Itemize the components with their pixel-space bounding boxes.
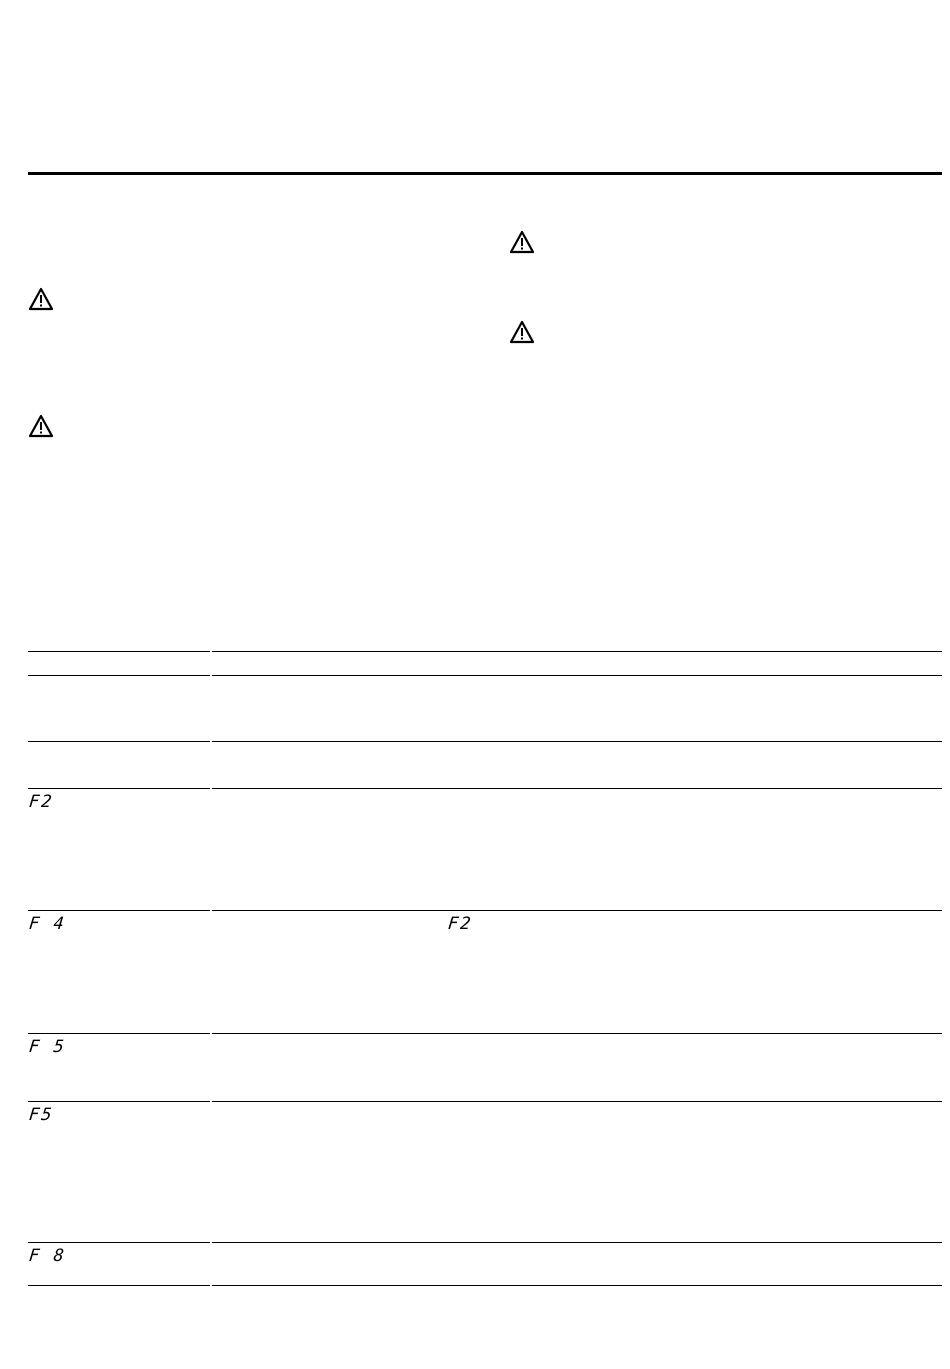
table-row-rule — [28, 1033, 942, 1034]
table-row-rule — [28, 675, 942, 676]
warning-triangle-icon — [28, 414, 54, 438]
header-rule — [28, 172, 942, 175]
table-row-rule — [28, 910, 942, 911]
warning-triangle-icon — [509, 230, 535, 254]
warning-triangle-icon — [509, 320, 535, 344]
table-row-rule — [28, 788, 942, 789]
error-code-f4: F 4 — [27, 914, 67, 934]
error-code-f2: F2 — [27, 792, 55, 812]
table-row-rule — [28, 1101, 942, 1102]
error-code-f2-inline: F2 — [446, 914, 474, 934]
error-code-f5: F 5 — [27, 1037, 67, 1057]
warning-triangle-icon — [28, 287, 54, 311]
table-header-rule — [28, 651, 942, 652]
column-gap — [210, 640, 212, 1300]
table-bottom-rule — [28, 1285, 942, 1286]
table-row-rule — [28, 1242, 942, 1243]
error-code-f5-alt: F5 — [27, 1105, 55, 1125]
error-code-f8: F 8 — [27, 1246, 67, 1266]
table-row-rule — [28, 741, 942, 742]
